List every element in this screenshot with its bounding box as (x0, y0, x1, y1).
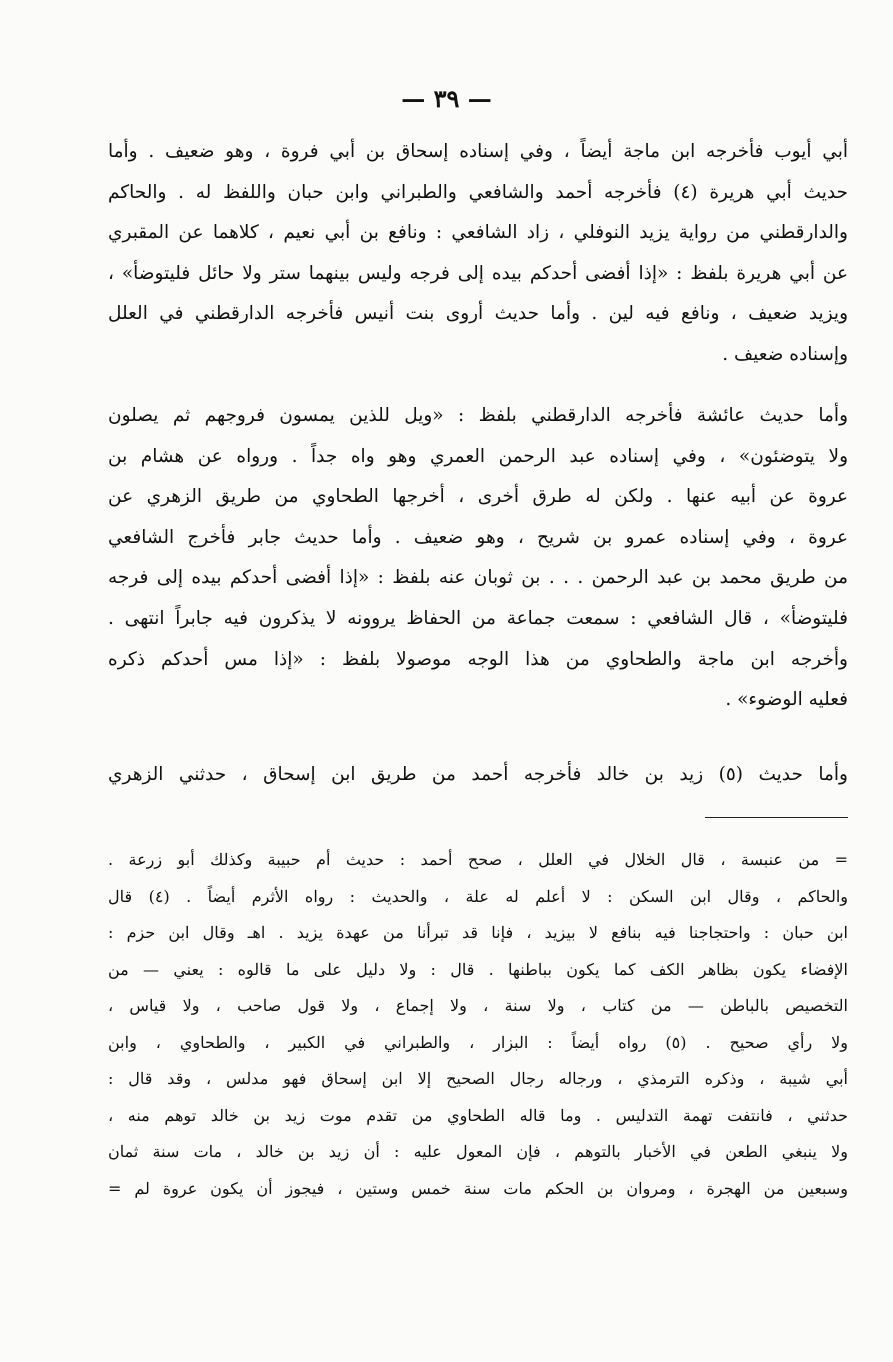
text-line: حديث أبي هريرة (٤) فأخرجه أحمد والشافعي والطبراني وابن حبان واللفظ له . والحاكم (108, 181, 848, 203)
footnote-separator (705, 817, 848, 818)
footnote-line: الإفضاء يكون بظاهر الكف كما يكون بباطنها . قال : ولا دليل على ما قالوه : يعني — من (108, 959, 848, 979)
footnote-line: ولا رأي صحيح . (٥) رواه أيضاً : البزار ، والطبراني في الكبير ، والطحاوي ، وابن (108, 1032, 848, 1052)
footnote-line: حدثني ، فانتفت تهمة التدليس . وما قاله الطحاوي من تقدم موت زيد بن خالد توهم منه ، (108, 1105, 848, 1125)
text-line: والدارقطني من رواية يزيد النوفلي ، زاد الشافعي : ونافع بن أبي نعيم ، كلاهما عن المقبري (108, 222, 848, 244)
text-line: وإسناده ضعيف . (722, 343, 848, 365)
text-line: وأما حديث عائشة فأخرجه الدارقطني بلفظ : «ويل للذين يمسون فروجهم ثم يصلون (108, 405, 848, 426)
text-line: فليتوضأ» ، قال الشافعي : سمعت جماعة من الحفاظ يروونه لا يذكرون فيه جابراً انتهى . (108, 607, 848, 629)
text-line: عروة عن أبيه عنها . ولكن له طرق أخرى ، أخرجها الطحاوي من طريق الزهري عن (108, 486, 848, 508)
footnote-line: ولا ينبغي الطعن في الأخبار بالتوهم ، فإن المعول عليه : أن زيد بن خالد ، مات سنة ثمان (108, 1142, 848, 1161)
paragraph-2 (108, 396, 848, 721)
text-line: وأما حديث (٥) زيد بن خالد فأخرجه أحمد من طريق ابن إسحاق ، حدثني الزهري (108, 764, 848, 785)
paragraph-1 (108, 132, 848, 376)
text-line: عروة ، وفي إسناده عمرو بن شريح ، وهو ضعيف . وأما حديث جابر فأخرج الشافعي (108, 526, 848, 548)
footnote-line: ابن حبان : واحتجاجنا فيه بنافع لا بيزيد ، فإنا قد تبرأنا من عهدة يزيد . اهـ وقال ابن حزم : (108, 923, 848, 942)
text-line: ولا يتوضئون» ، وفي إسناده عبد الرحمن العمري وهو واه جداً . ورواه عن هشام بن (108, 445, 848, 467)
footnote-line: أبي شيبة ، وذكره الترمذي ، ورجاله رجال الصحيح إلا ابن إسحاق فهو مدلس ، وقد قال : (108, 1069, 848, 1088)
text-line: أبي أيوب فأخرجه ابن ماجة أيضاً ، وفي إسناده إسحاق بن أبي فروة ، وهو ضعيف . وأما (108, 141, 848, 162)
footnote-line: التخصيص بالباطن — من كتاب ، ولا سنة ، ولا إجماع ، ولا قول صاحب ، ولا قياس ، (108, 996, 848, 1015)
footnote-line: والحاكم ، وقال ابن السكن : لا أعلم له علة ، والحديث : رواه الأثرم أيضاً . (٤) قال (108, 886, 848, 906)
footnote-line: وسبعين من الهجرة ، ومروان بن الحكم مات سنة خمس وستين ، فيجوز أن يكون عروة لم = (108, 1178, 848, 1198)
text-line: من طريق محمد بن عبد الرحمن . . . بن ثوبان عنه بلفظ : «إذا أفضى أحدكم بيده إلى فرجه (108, 567, 848, 589)
paragraph-3 (108, 755, 848, 796)
text-line: وأخرجه ابن ماجة والطحاوي من هذا الوجه موصولا بلفظ : «إذا مس أحدكم ذكره (108, 648, 848, 670)
footnotes (108, 842, 848, 1207)
text-line: عن أبي هريرة بلفظ : «إذا أفضى أحدكم بيده إلى فرجه وليس بينهما ستر ولا حائل فليتوضأ» ، (108, 262, 848, 284)
page-number: — ٣٩ — (401, 84, 492, 113)
text-line: ويزيد ضعيف ، ونافع فيه لين . وأما حديث أروى بنت أنيس فأخرجه الدارقطني في العلل (108, 303, 848, 325)
text-line: فعليه الوضوء» . (725, 689, 848, 711)
footnote-line: = من عنبسة ، قال الخلال في العلل ، صحح أحمد : حديث أم حبيبة وكذلك أبو زرعة . (108, 850, 848, 869)
